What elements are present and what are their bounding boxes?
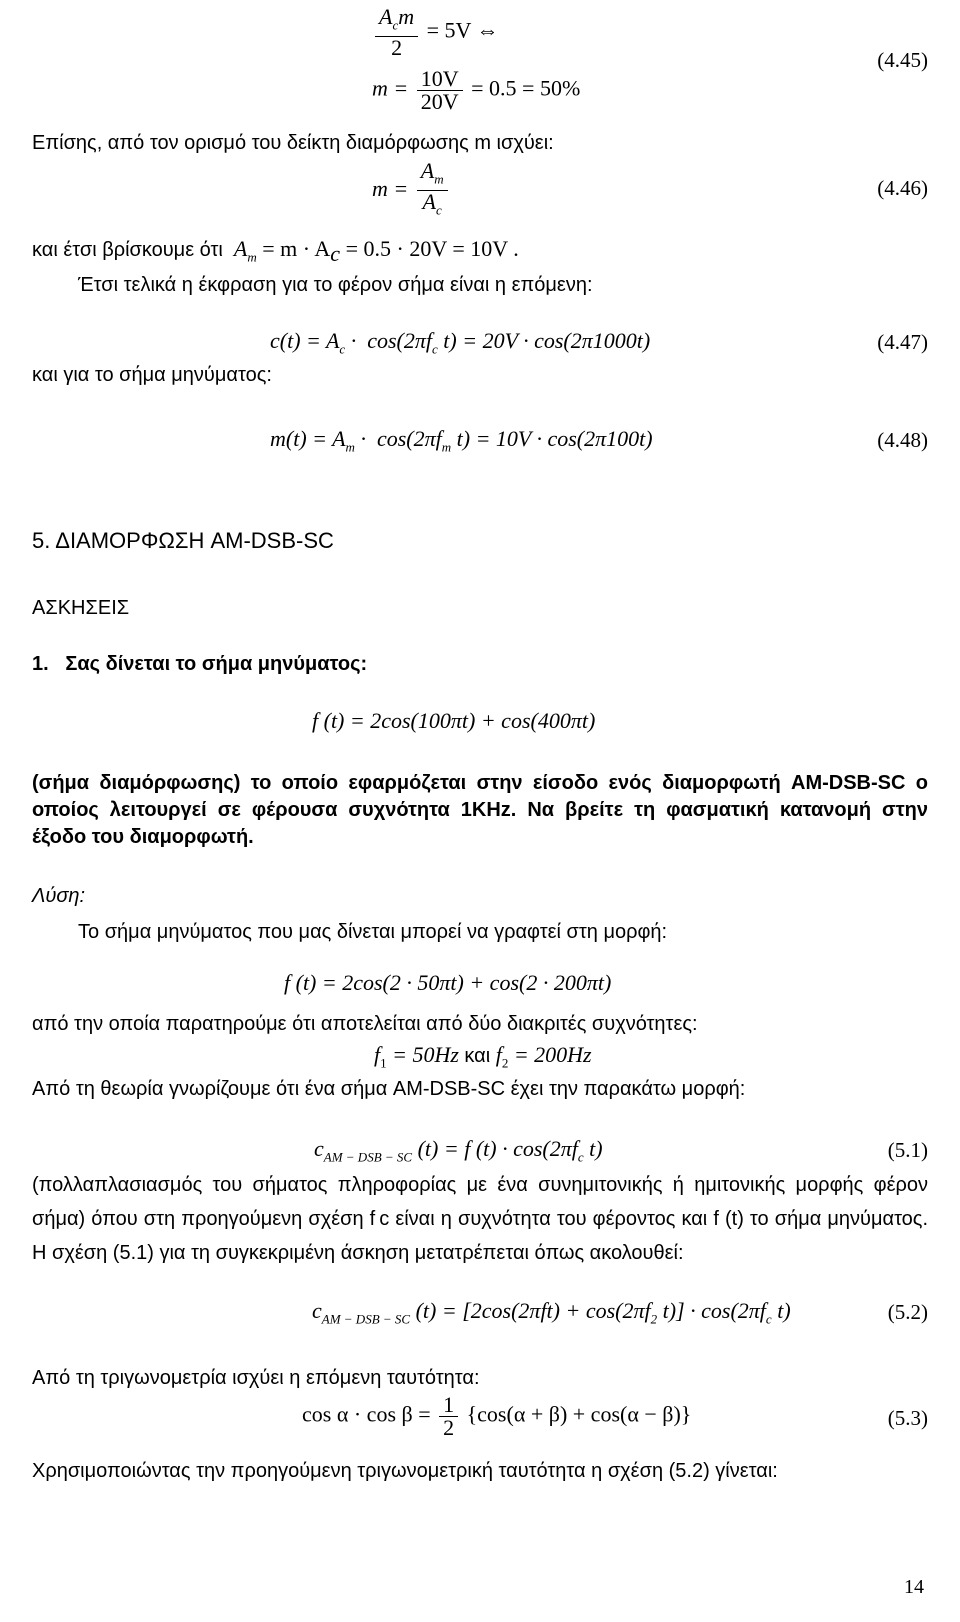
solution-text-1: Το σήμα μηνύματος που μας δίνεται μπορεί να γραφτεί στη μορφή: xyxy=(78,921,668,943)
eq-4-45-line1: $\frac{A_cm}{2}$ = 5V ⇔ xyxy=(372,6,499,59)
exercise-1-intro: 1. Σας δίνεται το σήμα μηνύματος: xyxy=(32,653,368,675)
fraction: $\frac{1}{2}$ xyxy=(439,1394,458,1439)
equation-number: (5.1) xyxy=(887,1138,928,1162)
eq-4-45-line2: m = $\frac{10V}{20V}$ = 0.5 = 50% xyxy=(372,66,581,114)
text-finally: Έτσι τελικά η έκφραση για το φέρον σήμα είναι η επόμενη: xyxy=(78,274,593,296)
eq-4-48: $m(t) = A_m \cdot \cos(2\pi f_m$ t) = 10V · cos(2π100t) xyxy=(270,426,653,455)
text-frequencies: από την οποία παρατηρούμε ότι αποτελείται από δύο διακριτές συχνότητες: xyxy=(32,1013,698,1035)
fraction: $\frac{A_cm}{2}$ xyxy=(375,6,418,59)
text-theory: Από τη θεωρία γνωρίζουμε ότι ένα σήμα AM-DSB-SC έχει την παρακάτω μορφή: xyxy=(32,1078,746,1100)
eq-4-47: $c(t) = A_c \cdot \cos(2\pi f_c$ t) = 20V · cos(2π1000t) xyxy=(270,328,651,357)
section-title: 5. ΔΙΑΜΟΡΦΩΣΗ AM-DSB-SC xyxy=(32,528,334,553)
equation-number: (4.46) xyxy=(877,176,928,200)
eq-4-46: m = $\frac{A_m}{A_c}$ xyxy=(372,160,451,222)
solution-label: Λύση: xyxy=(32,885,86,907)
equation-number: (4.48) xyxy=(877,428,928,452)
equation-number: (4.47) xyxy=(877,330,928,354)
text-message: και για το σήμα μηνύματος: xyxy=(32,364,272,386)
eq-f-2: f (t) = 2cos(2 · 50πt) + cos(2 · 200πt) xyxy=(284,970,612,995)
eq-5-2: $c_{AM - DSB - SC}$ $(t) = [2\cos(2\pi ft) + \cos(2\pi f_2$ $t)] \cdot \cos(2\pi f_c$ t) xyxy=(312,1298,791,1327)
eq-5-1: $c_{AM - DSB - SC}$ (t) = f $(t) \cdot \cos(2\pi f_c$ t) xyxy=(314,1136,603,1165)
paragraph-5-1: (πολλαπλασιασμός του σήματος πληροφορίας με ένα συνημιτονικής ή ημιτονικής μορφής φέρον σήμα) όπου στη προηγούμενη σχέση f c είναι η συχνότητα του φέροντος και f (t) το σήμα μηνύματος. Η σχέση (5.1) για τη συγκεκριμένη άσκηση μετατρέπεται όπως ακολουθεί: xyxy=(32,1174,928,1264)
text-using: Χρησιμοποιώντας την προηγούμενη τριγωνομετρική ταυτότητα η σχέση (5.2) γίνεται: xyxy=(32,1460,778,1482)
exercise-1-body: (σήμα διαμόρφωσης) το οποίο εφαρμόζεται στην είσοδο ενός διαμορφωτή AM-DSB-SC ο οποίος λειτουργεί σε φέρουσα συχνότητα 1KHz. Να βρείτε τη φασματική κατανομή στην έξοδο του διαμορφωτή. xyxy=(32,772,928,848)
fraction: $\frac{10V}{20V}$ xyxy=(417,68,463,113)
exercises-heading: ΑΣΚΗΣΕΙΣ xyxy=(32,597,130,619)
text-thus: και έτσι βρίσκουμε ότι $A_m = m \cdot A_c = 0.5 \cdot 20V = 10V$ . xyxy=(32,236,519,266)
equation-number: (5.3) xyxy=(887,1406,928,1430)
fraction: $\frac{A_m}{A_c}$ xyxy=(417,160,448,222)
eq-f: f (t) = 2cos(100πt) + cos(400πt) xyxy=(312,708,596,733)
text-trig: Από τη τριγωνομετρία ισχύει η επόμενη ταυτότητα: xyxy=(32,1367,480,1389)
equation-number: (4.45) xyxy=(877,48,928,72)
equation-number: (5.2) xyxy=(887,1300,928,1324)
eq-5-3: cos α · cos β = $\frac{1}{2}$ {cos(α + β) + cos(α − β)} xyxy=(302,1392,692,1440)
text-also: Επίσης, από τον ορισμό του δείκτη διαμόρφωσης m ισχύει: xyxy=(32,132,554,154)
eq-frequencies: $f_1 = 50Hz$ και $f_2 = 200Hz$ xyxy=(374,1042,592,1071)
page-number: 14 xyxy=(904,1576,924,1598)
